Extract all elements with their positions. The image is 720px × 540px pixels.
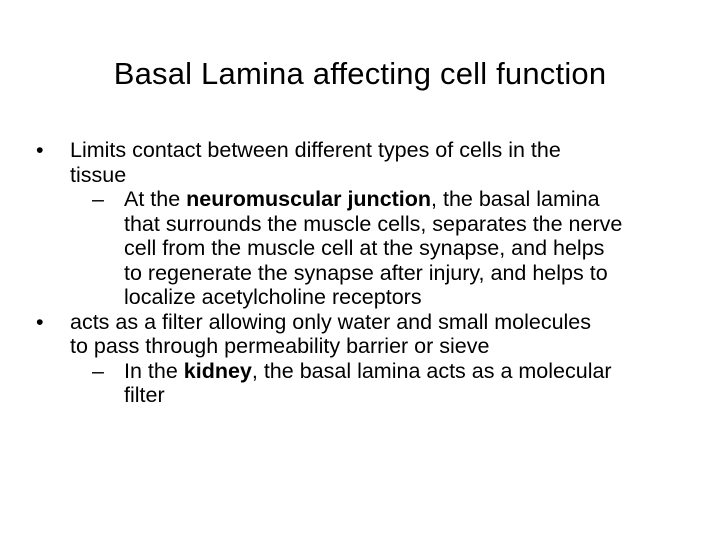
bullet-text [70,310,696,359]
text-run: , the basal lamina acts as a molecular [251,358,612,383]
bullet-item [36,138,696,187]
text-run: In the [124,358,184,383]
bullet-line: acts as a filter allowing only water and small molecules [70,309,592,334]
bullet-line: tissue [70,162,127,187]
highlight-term: kidney [183,358,252,383]
sub-bullet-line: to regenerate the synapse after injury, and helps to [124,260,608,285]
sub-bullet-marker: – [92,187,104,211]
bullet-item [36,310,696,359]
bullet-text [70,138,696,187]
sub-bullet-item [92,359,696,408]
sub-bullet-line: filter [124,383,165,407]
sub-bullet-marker: – [92,358,104,383]
slide-body [36,138,696,408]
text-run: , the basal lamina [431,187,600,211]
bullet-marker: • [36,138,44,162]
sub-bullet-line [124,187,696,212]
sub-bullet-item [92,187,696,310]
bullet-line: to pass through permeability barrier or sieve [70,334,490,358]
bullet-marker: • [36,309,44,334]
sub-bullet-line: localize acetylcholine receptors [124,285,422,309]
slide-title: Basal Lamina affecting cell function [113,56,607,91]
sub-bullet-line: that surrounds the muscle cells, separates the nerve [124,211,623,236]
highlight-term: neuromuscular junction [186,187,432,211]
bullet-line: Limits contact between different types of cells in the [70,138,561,162]
sub-bullet-line [124,359,696,384]
sub-bullet-text [124,187,696,310]
sub-bullet-text [124,359,696,408]
text-run: At the [124,187,187,211]
sub-bullet-line: cell from the muscle cell at the synapse, and helps [124,236,605,260]
